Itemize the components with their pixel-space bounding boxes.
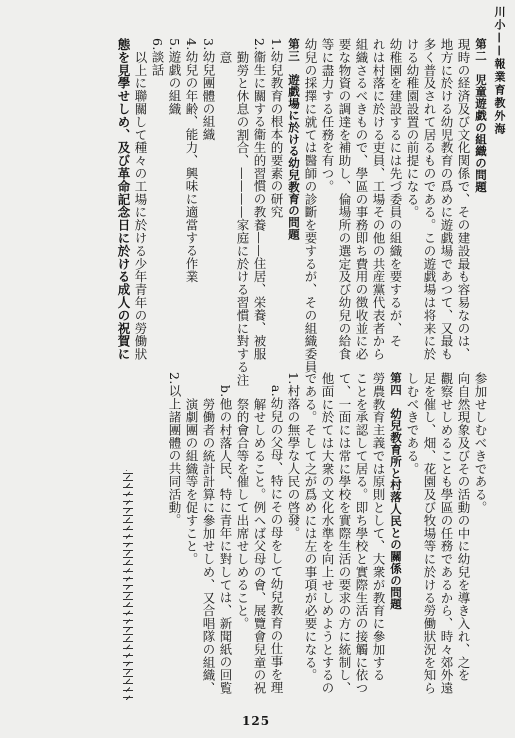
text-line: れは村落に於ける吏員、工場その他の共産黨代表者から xyxy=(371,38,386,361)
page-number: 125 xyxy=(242,714,271,728)
text-line: 祭的會合等を催して出席せしめること。 xyxy=(235,372,250,630)
text-line: 3.幼兒團體の組織 xyxy=(201,38,216,142)
text-line: b.他の村落人民、特に青年に對しては、新聞紙の回覧 xyxy=(218,372,233,695)
text-line: 勞働者の統計計算に參加せしめ、又合唱隊の組織、 xyxy=(201,372,216,695)
text-line: 以上に聯關して種々の工場に於ける少年青年の勞働狀 xyxy=(133,38,148,361)
text-line: a.幼兒の父母、特にその母をして幼兒教育の仕事を理 xyxy=(269,372,284,694)
text-line: 態を見學せしめ、及び革命記念日に於ける成人の祝賀に xyxy=(116,38,131,361)
text-line: 觀察せしめることも學區の任務であるから、時々郊外遠 xyxy=(439,372,454,695)
text-line: 幼兒の採擇に就ては醫師の診斷を要するが、その組織委員 xyxy=(303,38,318,374)
text-line: 5.遊戯の組織 xyxy=(167,38,182,116)
text-line: 6.談話 xyxy=(150,38,165,77)
text-line: 演劇團の組織等を促すこと。 xyxy=(184,372,199,566)
text-line: 勞農教育主義では原則として、大衆が教育に參加する xyxy=(371,372,386,682)
text-line: 意 xyxy=(218,38,233,64)
text-line: 足を催し、畑、花園及び牧場等に於ける勞働狀況を知ら xyxy=(422,372,437,695)
text-line: 勤勞と休息の割合、————家庭に於ける習慣に對する注 xyxy=(235,38,250,387)
section-heading: 第二 児童遊戯の組織の問題 xyxy=(474,38,488,193)
text-line: 地方に於ける幼児教育の爲めに遊戯場であつて、又最も xyxy=(439,38,454,361)
text-line: 現時の経済及び文化関係で、その建設最も容易なのは、 xyxy=(456,38,471,361)
text-line: 向自然現象及びその活動の中に幼兒を導き入れ、之を xyxy=(456,372,471,682)
text-line: 要な物資の調達を補助し、倫場所の選定及び幼兒の給食 xyxy=(337,38,352,361)
text-line: 解せしめること。例へば父母の會、展覽會兒童の祝 xyxy=(252,372,267,695)
section-heading: 第四 幼兒教育所と村落人民との關係の問題 xyxy=(389,372,403,610)
text-line: 他面に於ては大衆の文化水準を向上せしめようとするの xyxy=(320,372,335,695)
text-line: 等に盡力する任務を有つ。 xyxy=(320,38,335,193)
text-line: 多く普及されて居るものである。この遊戯場は将来に於 xyxy=(422,38,437,361)
text-line: 4.幼兒の年齢、能力、興味に適當する作業 xyxy=(184,38,199,283)
text-line: ことを承認して居る。即ち學校と實際生活の接觸に依つ xyxy=(354,372,369,695)
text-line: 組織さるべきもので、學區の事務即ち費用の徴收並に必 xyxy=(354,38,369,361)
text-line: 2.衞生に關する衞生的習慣の教養——住居、栄養、被服 xyxy=(252,38,267,361)
text-line: 2.以上諸團體の共同活動。 xyxy=(167,372,182,527)
text-line: 1.村落の無學な人民の啓發。 xyxy=(286,372,301,540)
running-head: 川小——報業育教外海 xyxy=(493,6,506,136)
text-line: である。そして之が爲めには左の事項が必要になる。 xyxy=(303,372,318,682)
text-line: 幼稚園を建設するには先づ委員の組織を要するが、そ xyxy=(388,38,403,348)
wavy-divider xyxy=(123,470,133,700)
upper-text-block xyxy=(19,38,489,387)
section-heading: 第三 遊戯場に於ける幼兒教育の問題 xyxy=(287,38,301,241)
text-line: 参加せしむべきである。 xyxy=(473,372,488,514)
text-line: 1.幼兒教育の根本的要素の研究 xyxy=(269,38,284,219)
text-line: ける幼稚園設置の前提になる。 xyxy=(405,38,420,219)
text-line: しむべきである。 xyxy=(405,372,420,476)
text-line: て、一面には常に學校を實際生活の要求の方に統制し、 xyxy=(337,372,352,695)
lower-text-block xyxy=(19,372,489,695)
